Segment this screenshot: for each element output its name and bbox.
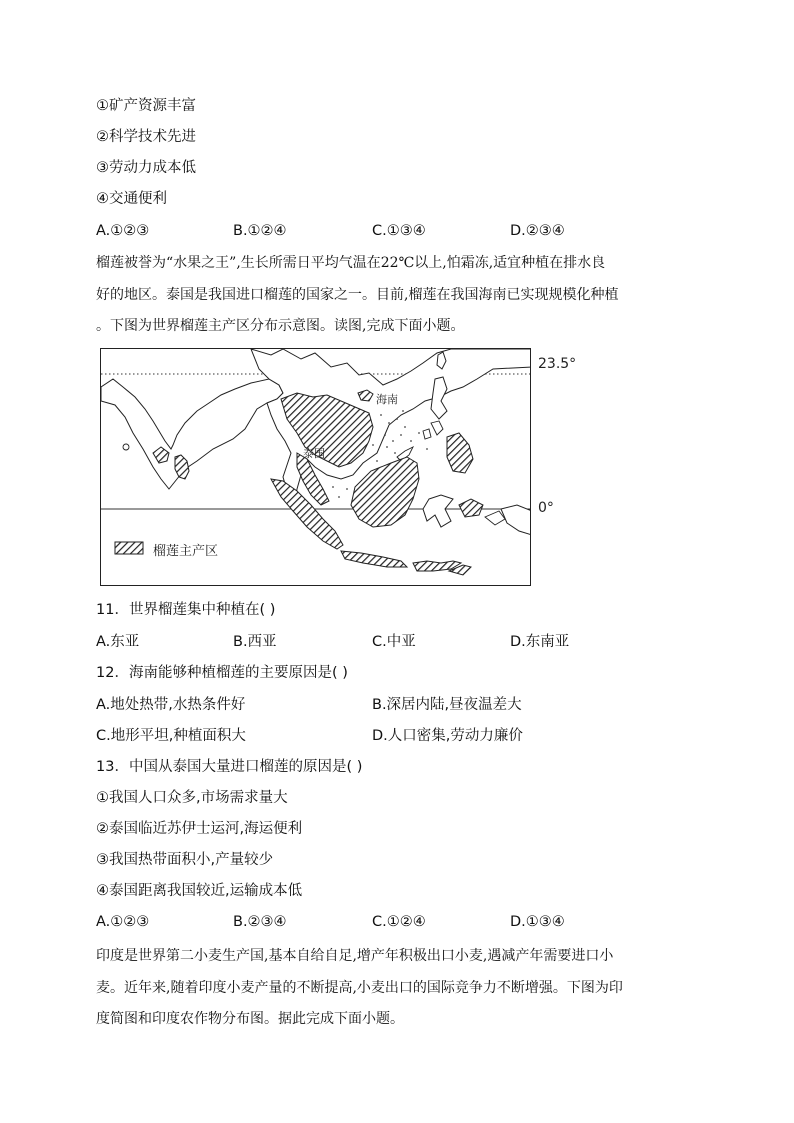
q13-option-a[interactable]: A.①②③ xyxy=(96,914,150,930)
durian-intro-line-3: 。下图为世界榴莲主产区分布示意图。读图,完成下面小题。 xyxy=(96,318,465,334)
q11-option-c[interactable]: C.中亚 xyxy=(372,634,416,650)
island xyxy=(485,511,505,525)
q10-option-b[interactable]: B.①②④ xyxy=(233,223,287,239)
q13-option-d[interactable]: D.①③④ xyxy=(510,914,565,930)
durian-intro-line-2: 好的地区。泰国是我国进口榴莲的国家之一。目前,榴莲在我国海南已实现规模化种植 xyxy=(96,287,619,303)
q11-stem: 11．世界榴莲集中种植在( ) xyxy=(96,602,276,618)
q10-option-a[interactable]: A.①②③ xyxy=(96,223,150,239)
q10-option-d[interactable]: D.②③④ xyxy=(510,223,565,239)
label-hainan: 海南 xyxy=(376,393,398,406)
q12-stem: 12．海南能够种植榴莲的主要原因是( ) xyxy=(96,665,348,681)
india-intro-line-1: 印度是世界第二小麦生产国,基本自给自足,增产年积极出口小麦,遇减产年需要进口小 xyxy=(96,948,614,964)
mindanao-region xyxy=(447,433,473,473)
new-guinea-island xyxy=(501,505,531,535)
legend-swatch xyxy=(115,542,143,554)
label-tropic-latitude: 23.5° xyxy=(538,356,577,372)
label-equator-latitude: 0° xyxy=(538,500,554,516)
q10-item-3: ③劳动力成本低 xyxy=(96,160,196,176)
india-intro-line-3: 度简图和印度农作物分布图。据此完成下面小题。 xyxy=(96,1011,404,1027)
q10-item-1: ①矿产资源丰富 xyxy=(96,98,196,114)
q13-item-2: ②泰国临近苏伊士运河,海运便利 xyxy=(96,821,303,837)
q10-option-c[interactable]: C.①③④ xyxy=(372,223,426,239)
q11-option-a[interactable]: A.东亚 xyxy=(96,634,140,650)
q12-option-c[interactable]: C.地形平坦,种植面积大 xyxy=(96,728,246,744)
q13-item-4: ④泰国距离我国较近,运输成本低 xyxy=(96,883,303,899)
label-thailand: 泰国 xyxy=(303,447,325,460)
q11-option-d[interactable]: D.东南亚 xyxy=(510,634,570,650)
durian-map xyxy=(100,348,531,586)
java-region xyxy=(341,551,407,567)
q12-option-b[interactable]: B.深居内陆,昼夜温差大 xyxy=(372,697,522,713)
sulawesi-island xyxy=(423,495,453,527)
durian-intro-line-1: 榴莲被誉为“水果之王”,生长所需日平均气温在22℃以上,怕霜冻,适宜种植在排水良 xyxy=(96,255,606,271)
q13-stem: 13．中国从泰国大量进口榴莲的原因是( ) xyxy=(96,759,363,775)
q12-option-d[interactable]: D.人口密集,劳动力廉价 xyxy=(372,728,523,744)
island xyxy=(431,421,443,435)
borneo-region xyxy=(351,457,419,527)
q10-item-2: ②科学技术先进 xyxy=(96,129,196,145)
india-intro-line-2: 麦。近年来,随着印度小麦产量的不断提高,小麦出口的国际竞争力不断增强。下图为印 xyxy=(96,980,623,996)
q13-option-c[interactable]: C.①②④ xyxy=(372,914,426,930)
legend-label: 榴莲主产区 xyxy=(153,544,219,559)
maluku-region xyxy=(459,499,483,517)
q13-item-1: ①我国人口众多,市场需求量大 xyxy=(96,790,288,806)
q10-item-4: ④交通便利 xyxy=(96,191,167,207)
q12-option-a[interactable]: A.地处热带,水热条件好 xyxy=(96,697,246,713)
q13-option-b[interactable]: B.②③④ xyxy=(233,914,287,930)
island xyxy=(423,429,431,439)
q11-option-b[interactable]: B.西亚 xyxy=(233,634,277,650)
q13-item-3: ③我国热带面积小,产量较少 xyxy=(96,852,274,868)
island xyxy=(123,444,129,450)
sumatra-region xyxy=(271,479,343,549)
india-outline xyxy=(101,379,283,489)
